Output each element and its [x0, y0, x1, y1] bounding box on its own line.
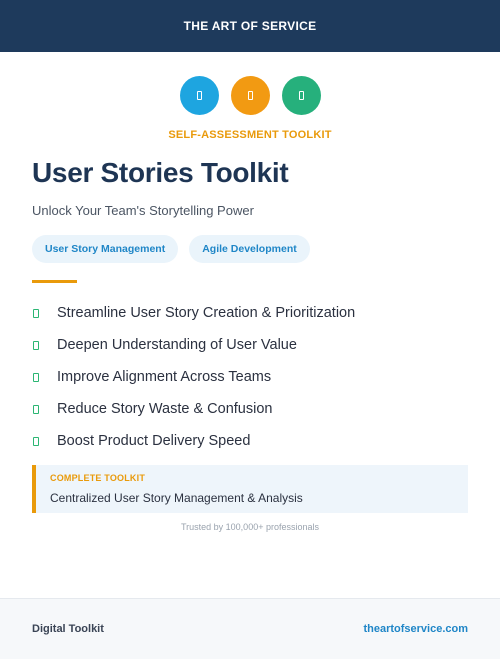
toolkit-callout	[32, 465, 468, 513]
feature-text: Boost Product Delivery Speed	[57, 433, 251, 449]
doc-icon	[180, 76, 219, 115]
list-item	[32, 361, 355, 393]
doc-icon	[282, 76, 321, 115]
callout-text: Centralized User Story Management & Analysis	[50, 491, 303, 505]
doc-glyph-icon	[299, 91, 304, 100]
list-item	[32, 425, 355, 457]
header-bar	[0, 0, 500, 52]
feature-text: Reduce Story Waste & Confusion	[57, 401, 273, 417]
check-icon	[33, 309, 39, 318]
doc-glyph-icon	[248, 91, 253, 100]
check-icon	[33, 437, 39, 446]
list-item	[32, 297, 355, 329]
kicker-label: SELF-ASSESSMENT TOOLKIT	[168, 129, 332, 141]
list-item	[32, 393, 355, 425]
feature-list	[32, 297, 355, 457]
feature-text: Deepen Understanding of User Value	[57, 337, 297, 353]
tag-user-story-management[interactable]: User Story Management	[32, 235, 178, 263]
footer-bar	[0, 598, 500, 659]
check-icon	[33, 373, 39, 382]
doc-glyph-icon	[197, 91, 202, 100]
feature-text: Streamline User Story Creation & Prioritization	[57, 305, 356, 321]
check-icon	[33, 405, 39, 414]
tag-agile-development[interactable]: Agile Development	[189, 235, 310, 263]
footer-link[interactable]: theartofservice.com	[363, 623, 468, 635]
tag-list	[32, 235, 310, 263]
accent-divider	[32, 280, 77, 283]
feature-text: Improve Alignment Across Teams	[57, 369, 272, 385]
doc-icon	[231, 76, 270, 115]
footer-label: Digital Toolkit	[32, 623, 104, 635]
check-icon	[33, 341, 39, 350]
list-item	[32, 329, 355, 361]
callout-label: COMPLETE TOOLKIT	[50, 473, 146, 483]
brand-title: THE ART OF SERVICE	[183, 19, 317, 33]
page-subtitle: Unlock Your Team's Storytelling Power	[32, 203, 254, 218]
trust-note: Trusted by 100,000+ professionals	[180, 522, 319, 532]
icon-row	[0, 76, 500, 115]
page-title: User Stories Toolkit	[32, 157, 289, 188]
